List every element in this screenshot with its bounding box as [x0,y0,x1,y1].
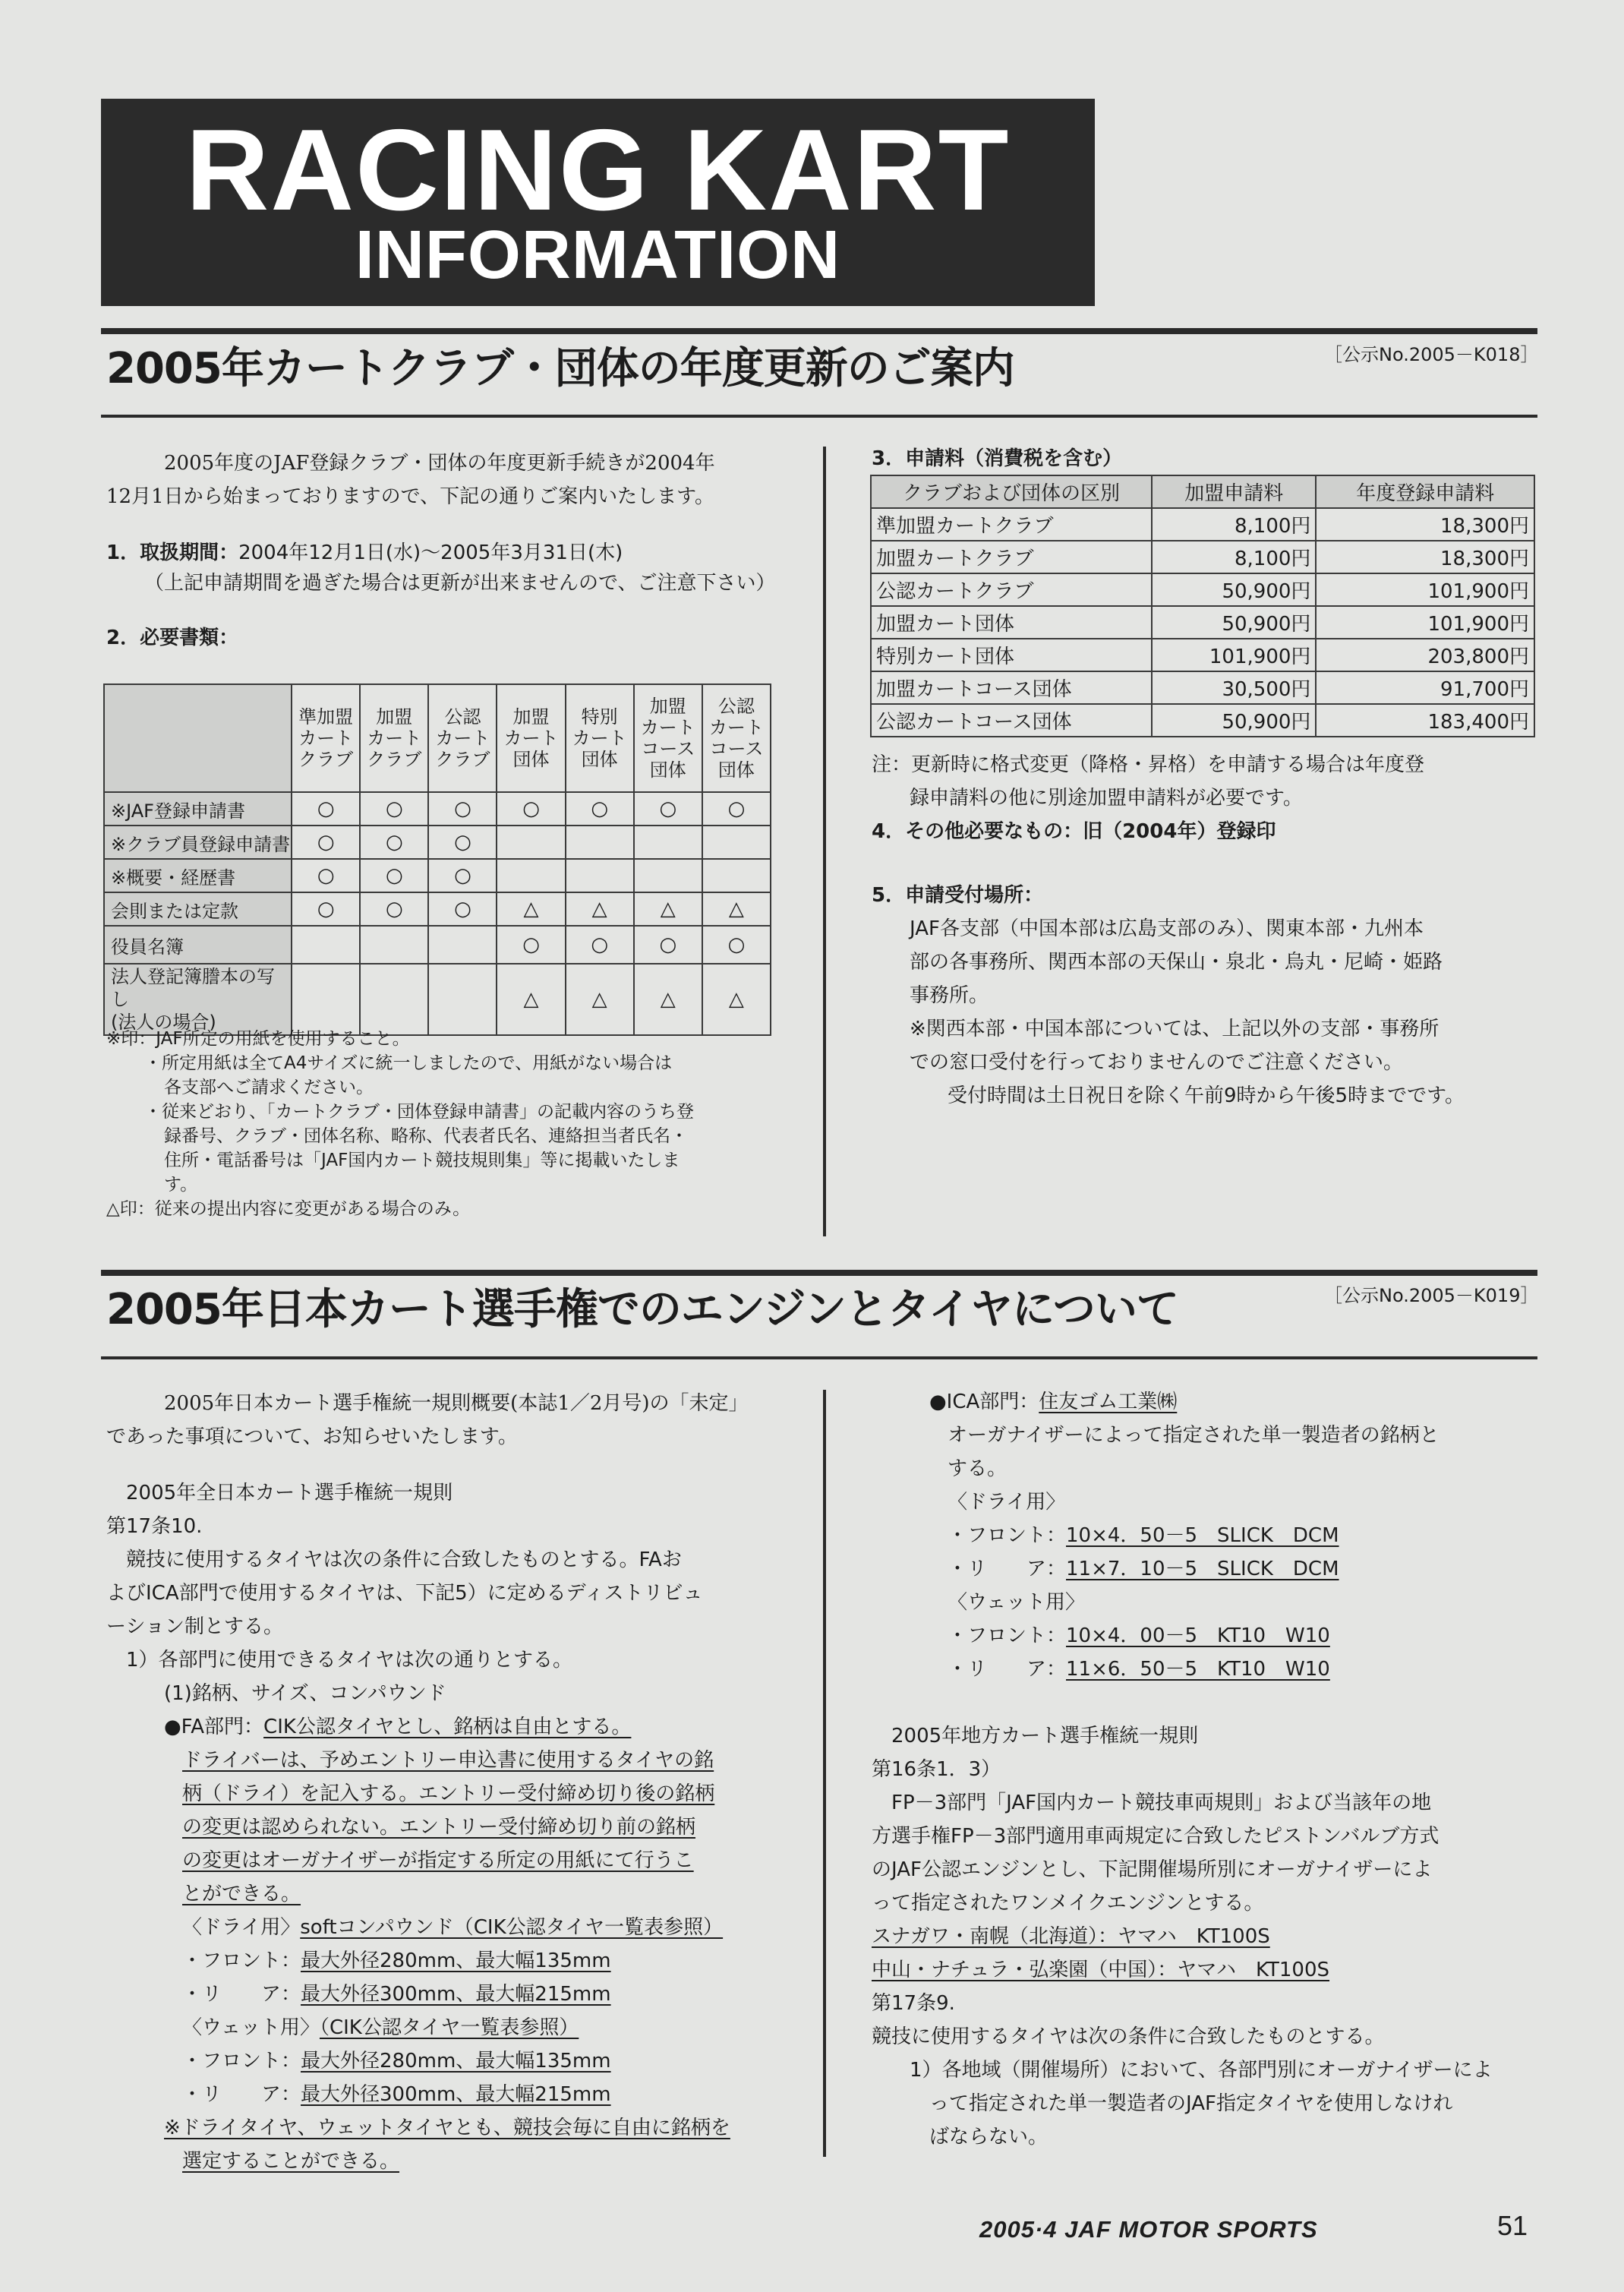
engine-venue: スナガワ・南幌（北海道）：ヤマハ KT100S [872,1925,1270,1948]
table-header-cell [702,684,771,792]
tire-size: 最大外径280mm、最大幅135mm [301,1949,611,1972]
article-number: 第16条1．3） [872,1758,1001,1781]
note-line: ・所定用紙は全てA4サイズに統一しましたので、用紙がない場合は [144,1053,673,1073]
tire-size: 最大外径300mm、最大幅215mm [301,2083,611,2106]
body-line: する。 [948,1457,1008,1480]
table-header-cell [428,684,497,792]
wet-label: 〈ウェット用〉 [182,2016,320,2039]
item5-line: での窓口受付を行っておりませんのでご注意ください。 [910,1051,1404,1074]
mark-cell: ○ [428,892,497,926]
fee-join: 30,500円 [1152,671,1316,704]
fee-join: 8,100円 [1152,508,1316,541]
tire-size: 最大外径300mm、最大幅215mm [301,1983,611,2006]
dry-label: 〈ドライ用〉 [182,1916,301,1939]
fee-renew: 183,400円 [1316,704,1534,737]
section2-left-column [106,1387,790,2178]
wet-label: 〈ウェット用〉 [948,1591,1085,1614]
item1-title: 1．取扱期間： [106,541,239,564]
table-row [104,964,771,1035]
table-header-label: 公認 カート コース 団体 [708,696,764,781]
fa-label: ●FA部門： [164,1716,264,1738]
fee-category: 準加盟カートクラブ [871,508,1152,541]
ica-maker: 住友ゴム工業㈱ [1039,1391,1178,1413]
fee-join: 50,900円 [1152,573,1316,606]
mark-cell [566,859,634,892]
row-label: ※概要・経歴書 [104,859,292,892]
fa-rule-line: ドライバーは、予めエントリー申込書に使用するタイヤの銘 [182,1749,714,1772]
table-header-label: 加盟 カート コース 団体 [640,696,695,781]
tire-note: 選定することができる。 [182,2150,400,2173]
fee-header-cell: 年度登録申請料 [1316,475,1534,508]
table-header-cell [497,684,565,792]
note-line: 住所・電話番号は「JAF国内カート競技規則集」等に掲載いたしま [164,1151,680,1170]
body-line: って指定された単一製造者のJAF指定タイヤを使用しなけれ [929,2092,1453,2115]
mark-cell: ○ [497,926,565,964]
article-number: 第17条10. [106,1515,203,1538]
mark-cell: ○ [566,792,634,826]
table-row [104,859,771,892]
section1-right-column [872,748,1540,1113]
fee-table-header [871,475,1534,508]
mark-cell: ○ [360,792,428,826]
body-line: 1）各地域（開催場所）において、各部門別にオーガナイザーによ [910,2059,1493,2082]
fee-category: 特別カート団体 [871,639,1152,671]
body-line: のJAF公認エンジンとし、下記開催場所別にオーガナイザーによ [872,1858,1433,1881]
item5-line: 事務所。 [910,984,989,1007]
note-line: △印：従来の提出内容に変更がある場合のみ。 [106,1199,471,1219]
publication-name: 2005·4 JAF MOTOR SPORTS [979,2216,1318,2243]
tire-size: 最大外径280mm、最大幅135mm [301,2050,611,2073]
body-line: ーション制とする。 [106,1615,283,1638]
mark-cell [497,859,565,892]
section1-intro-line: 12月1日から始まっておりますので、下記の通りご案内いたします。 [106,485,715,508]
item2-title: 2．必要書類： [106,627,239,649]
mark-cell: ○ [360,826,428,859]
fee-category: 公認カートクラブ [871,573,1152,606]
table-row [871,508,1534,541]
dry-label: 〈ドライ用〉 [948,1491,1066,1514]
table-row [104,926,771,964]
mark-cell: △ [634,964,702,1035]
table-row [104,892,771,926]
note-line: 各支部へご請求ください。 [164,1078,374,1097]
table-row [871,541,1534,573]
row-label: 役員名簿 [104,926,292,964]
table-header-label: 加盟 カート 団体 [503,706,559,770]
section2-column-divider [823,1390,826,2157]
section2-title: 2005年日本カート選手権でのエンジンとタイヤについて [106,1285,1178,1334]
table-corner-cell [104,684,292,792]
section2-right-column [872,1385,1547,2154]
page-number: 51 [1497,2210,1528,2241]
mark-cell [292,964,360,1035]
mark-cell [428,964,497,1035]
fee-renew: 18,300円 [1316,541,1534,573]
table-notes [106,1027,774,1221]
table-row [871,573,1534,606]
fa-rule-line: とができる。 [182,1883,301,1905]
table-header-cell [634,684,702,792]
mark-cell [702,859,771,892]
mark-cell: ○ [428,826,497,859]
section1-top-rule [101,328,1537,334]
body-line: 方選手権FP－3部門適用車両規定に合致したピストンバルブ方式 [872,1825,1440,1848]
mark-cell: ○ [634,792,702,826]
body-line: 2005年日本カート選手権統一規則概要(本誌1／2月号)の「未定」 [164,1392,749,1415]
mark-cell [360,926,428,964]
mark-cell [428,926,497,964]
item5-line: ※関西本部・中国本部については、上記以外の支部・事務所 [910,1018,1440,1040]
table-header-label: 特別 カート 団体 [572,706,627,770]
tire-spec: 10×4．50－5 SLICK DCM [1066,1524,1339,1547]
mark-cell [702,826,771,859]
fa-rule: CIK公認タイヤとし、銘柄は自由とする。 [263,1716,632,1738]
fee-join: 101,900円 [1152,639,1316,671]
table-row [871,704,1534,737]
table-header-label: 公認 カート クラブ [435,706,490,770]
rule-heading: 2005年地方カート選手権統一規則 [891,1725,1199,1747]
note-line: ・従来どおり、「カートクラブ・団体登録申請書」の記載内容のうち登 [144,1102,695,1122]
dry-spec: softコンパウンド（CIK公認タイヤ一覧表参照） [300,1916,724,1939]
tire-position: ・リ ア： [182,2083,301,2106]
section1-notice-number: ［公示No.2005－K018］ [1324,344,1539,365]
mark-cell [360,964,428,1035]
body-line: オーガナイザーによって指定された単一製造者の銘柄と [948,1424,1440,1447]
note-line: ※印：JAF所定の用紙を使用すること。 [106,1029,410,1049]
note-line: す。 [164,1175,198,1195]
item3-title: 3．申請料（消費税を含む） [872,447,1123,470]
section1-title: 2005年カートクラブ・団体の年度更新のご案内 [106,344,1014,393]
rule-heading: 2005年全日本カート選手権統一規則 [126,1482,453,1504]
mark-cell [634,826,702,859]
banner [101,99,1095,306]
item5-line: JAF各支部（中国本部は広島支部のみ）、関東本部・九州本 [910,917,1424,940]
fa-rule-line: の変更はオーガナイザーが指定する所定の用紙にて行うこ [182,1849,694,1872]
body-line: ばならない。 [929,2126,1049,2148]
banner-title: RACING KART [185,106,1011,235]
tire-spec: 11×7．10－5 SLICK DCM [1066,1558,1339,1580]
fee-join: 50,900円 [1152,704,1316,737]
body-line: よびICA部門で使用するタイヤは、下記5）に定めるディストリビュ [106,1582,703,1605]
fee-note-line: 録申請料の他に別途加盟申請料が必要です。 [910,787,1303,810]
fee-note-line: 注：更新時に格式変更（降格・昇格）を申請する場合は年度登 [872,753,1425,776]
mark-cell: ○ [566,926,634,964]
body-line: FP－3部門「JAF国内カート競技車両規則」および当該年の地 [891,1792,1432,1814]
tire-spec: 11×6．50－5 KT10 W10 [1066,1658,1330,1681]
mark-cell: △ [702,964,771,1035]
fee-header-cell: 加盟申請料 [1152,475,1316,508]
mark-cell: △ [566,964,634,1035]
fee-renew: 101,900円 [1316,573,1534,606]
fee-category: 公認カートコース団体 [871,704,1152,737]
fee-category: 加盟カートコース団体 [871,671,1152,704]
mark-cell: ○ [428,792,497,826]
table-row [104,826,771,859]
table-row [871,671,1534,704]
required-docs-table [103,683,771,1036]
table-row [104,792,771,826]
row-label: ※JAF登録申請書 [104,792,292,826]
section1-intro-line: 2005年度のJAF登録クラブ・団体の年度更新手続きが2004年 [164,452,715,475]
row-label: 法人登記簿謄本の写し (法人の場合) [104,964,292,1035]
mark-cell: ○ [428,859,497,892]
fa-rule-line: 柄（ドライ）を記入する。エントリー受付締め切り後の銘柄 [182,1782,715,1805]
section2-notice-number: ［公示No.2005－K019］ [1324,1285,1539,1306]
table-header-label: 準加盟 カート クラブ [298,706,354,770]
table-header-row [104,684,771,792]
fee-join: 8,100円 [1152,541,1316,573]
body-line: 競技に使用するタイヤは次の条件に合致したものとする。 [872,2025,1385,2048]
body-line: であった事項について、お知らせいたします。 [106,1425,518,1448]
mark-cell: ○ [292,892,360,926]
banner-subtitle: INFORMATION [355,217,841,293]
item5-title: 5．申請受付場所： [872,884,1044,907]
row-label: ※クラブ員登録申請書 [104,826,292,859]
tire-spec: 10×4．00－5 KT10 W10 [1066,1624,1330,1647]
mark-cell: ○ [702,792,771,826]
table-row [871,606,1534,639]
item4-text: 4．その他必要なもの：旧（2004年）登録印 [872,820,1276,843]
fa-rule-line: の変更は認められない。エントリー受付締め切り前の銘柄 [182,1816,696,1839]
mark-cell: ○ [360,859,428,892]
fee-category: 加盟カートクラブ [871,541,1152,573]
mark-cell: ○ [634,926,702,964]
mark-cell: ○ [292,859,360,892]
mark-cell: ○ [702,926,771,964]
item1-note: （上記申請期間を過ぎた場合は更新が出来ませんので、ご注意下さい） [144,572,776,595]
mark-cell [566,826,634,859]
tire-position: ・リ ア： [948,1658,1067,1681]
body-line: (1)銘柄、サイズ、コンパウンド [164,1682,446,1705]
mark-cell: ○ [360,892,428,926]
tire-position: ・フロント： [948,1524,1067,1547]
fee-renew: 91,700円 [1316,671,1534,704]
mark-cell: △ [497,892,565,926]
tire-note: ※ドライタイヤ、ウェットタイヤとも、競技会毎に自由に銘柄を [164,2117,730,2139]
body-line: って指定されたワンメイクエンジンとする。 [872,1892,1264,1915]
engine-venue: 中山・ナチュラ・弘楽園（中国）：ヤマハ KT100S [872,1959,1330,1981]
fee-join: 50,900円 [1152,606,1316,639]
tire-position: ・フロント： [948,1624,1067,1647]
item5-line: 受付時間は土日祝日を除く午前9時から午後5時までです。 [948,1084,1465,1107]
mark-cell [292,926,360,964]
table-header-cell [292,684,360,792]
tire-position: ・フロント： [182,2050,301,2073]
mark-cell: △ [702,892,771,926]
section1-bottom-rule [101,415,1537,418]
item5-line: 部の各事務所、関西本部の天保山・泉北・烏丸・尼崎・姫路 [910,951,1443,974]
fee-renew: 101,900円 [1316,606,1534,639]
mark-cell [497,826,565,859]
mark-cell: ○ [497,792,565,826]
table-row [871,639,1534,671]
fee-table [870,475,1535,737]
ica-label: ●ICA部門： [929,1391,1039,1413]
article-number: 第17条9. [872,1992,955,2015]
tire-position: ・リ ア： [948,1558,1067,1580]
section1-column-divider [823,447,826,1236]
tire-position: ・リ ア： [182,1983,301,2006]
body-line: 1）各部門に使用できるタイヤは次の通りとする。 [126,1649,573,1672]
mark-cell [634,859,702,892]
table-header-label: 加盟 カート クラブ [367,706,422,770]
mark-cell: △ [634,892,702,926]
fee-category: 加盟カート団体 [871,606,1152,639]
section2-top-rule [101,1270,1537,1276]
mark-cell: ○ [292,792,360,826]
wet-spec: （CIK公認タイヤ一覧表参照） [319,2016,579,2039]
fee-header-cell: クラブおよび団体の区別 [871,475,1152,508]
fee-renew: 203,800円 [1316,639,1534,671]
mark-cell: ○ [292,826,360,859]
section1-left-column [106,447,774,655]
table-header-cell [360,684,428,792]
item1-period: 2004年12月1日(水)～2005年3月31日(木) [238,541,623,564]
section2-bottom-rule [101,1356,1537,1359]
mark-cell: △ [566,892,634,926]
tire-position: ・フロント： [182,1949,301,1972]
row-label: 会則または定款 [104,892,292,926]
fee-renew: 18,300円 [1316,508,1534,541]
note-line: 録番号、クラブ・団体名称、略称、代表者氏名、連絡担当者氏名・ [164,1126,688,1146]
body-line: 競技に使用するタイヤは次の条件に合致したものとする。FAお [126,1549,682,1571]
mark-cell: △ [497,964,565,1035]
table-header-cell [566,684,634,792]
